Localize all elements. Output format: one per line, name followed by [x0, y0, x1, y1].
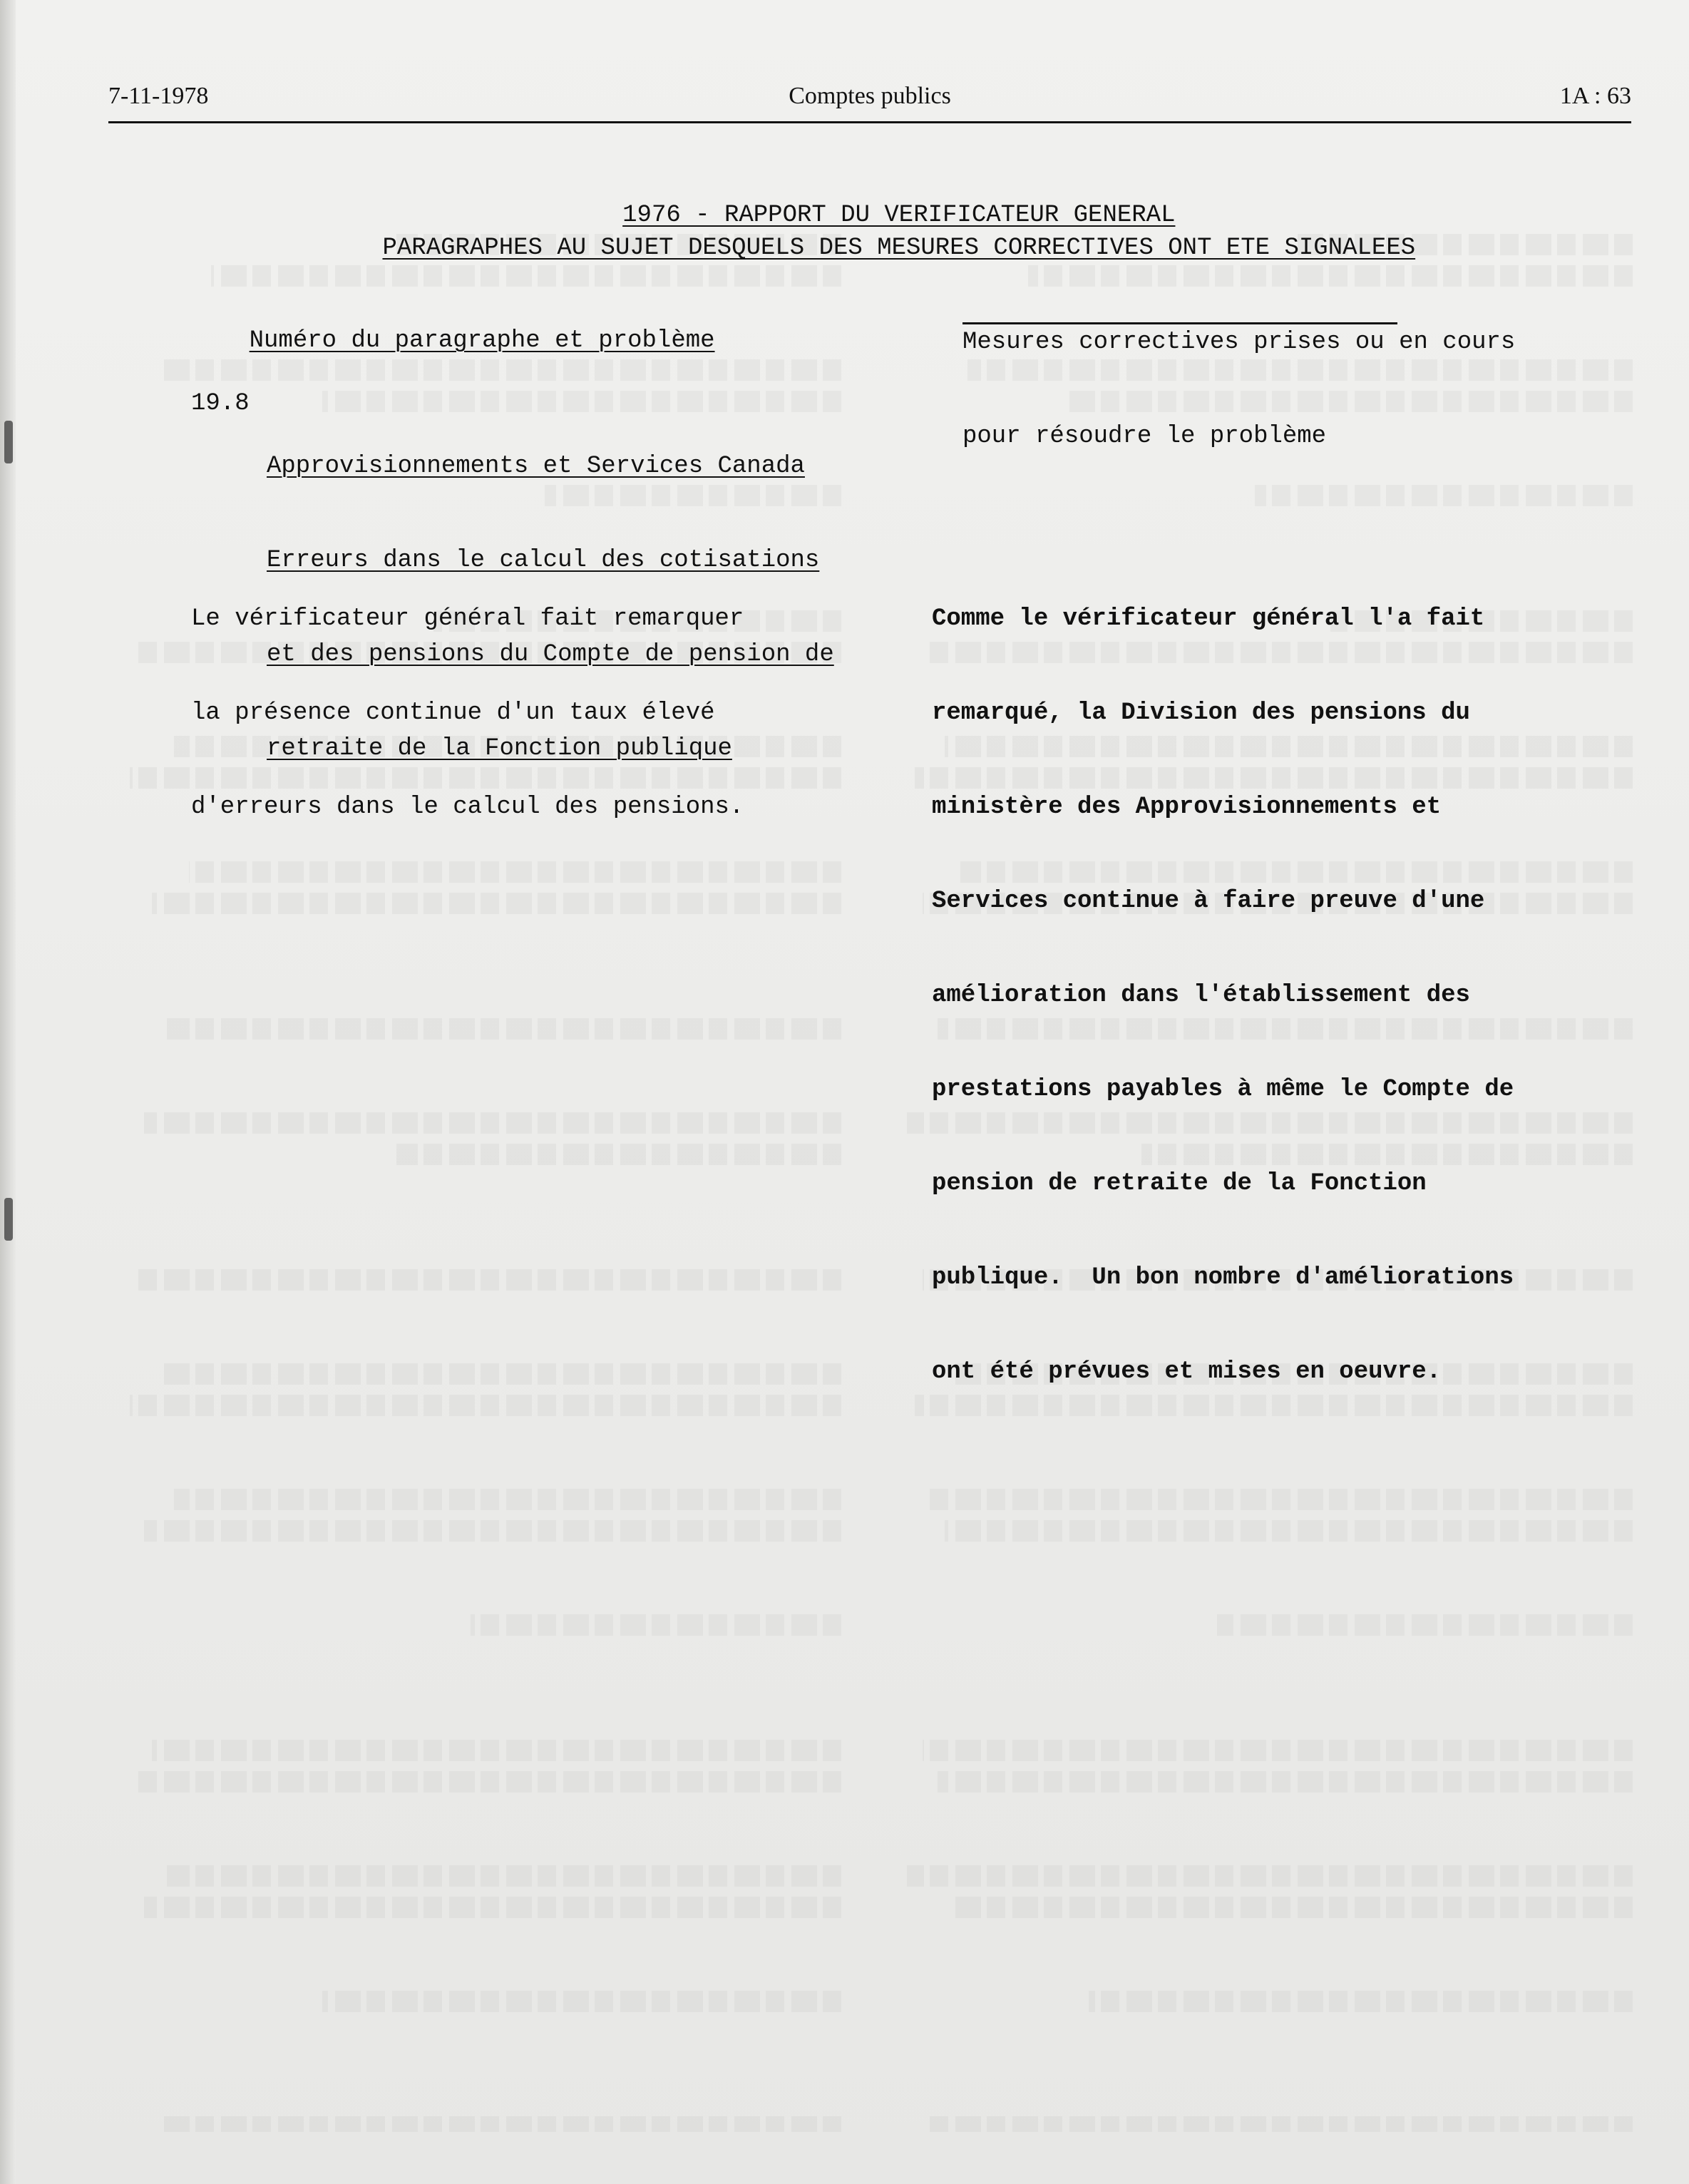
right-column-heading — [962, 264, 1515, 515]
paragraph-title-line: retraite de la Fonction publique — [267, 735, 732, 762]
action-line: Comme le vérificateur général l'a fait — [932, 605, 1485, 632]
action-line: publique. Un bon nombre d'améliorations — [932, 1264, 1514, 1291]
problem-line: d'erreurs dans le calcul des pensions. — [191, 794, 744, 821]
action-line: ministère des Approvisionnements et — [932, 794, 1442, 821]
corrective-action-text — [932, 540, 1514, 1450]
action-line: ont été prévues et mises en oeuvre. — [932, 1358, 1442, 1385]
right-heading-underline — [962, 322, 1397, 324]
binding-hole-mark — [4, 1198, 13, 1241]
header-page-number: 1A : 63 — [1559, 83, 1631, 109]
paragraph-title-line: Approvisionnements et Services Canada — [267, 453, 805, 480]
header-date: 7-11-1978 — [108, 83, 209, 109]
right-column-heading-line-1: Mesures correctives prises ou en cours — [962, 329, 1516, 356]
action-line: pension de retraite de la Fonction — [932, 1170, 1427, 1197]
action-line: prestations payables à même le Compte de — [932, 1076, 1514, 1103]
action-line: remarqué, la Division des pensions du — [932, 699, 1470, 727]
report-title-line-1: 1976 - RAPPORT DU VERIFICATEUR GENERAL — [622, 202, 1176, 229]
report-title-line-2: PARAGRAPHES AU SUJET DESQUELS DES MESURES CORRECTIVES ONT ETE SIGNALEES — [382, 235, 1416, 262]
action-line: Services continue à faire preuve d'une — [932, 888, 1485, 915]
binding-hole-mark — [4, 421, 13, 463]
problem-line: Le vérificateur général fait remarquer — [191, 605, 744, 632]
paragraph-title-line: Erreurs dans le calcul des cotisations — [267, 547, 820, 574]
left-column-heading-text: Numéro du paragraphe et problème — [249, 327, 715, 354]
scan-edge — [0, 0, 16, 2184]
header-publication: Comptes publics — [789, 83, 951, 109]
problem-text — [191, 540, 744, 886]
paragraph-title-line: et des pensions du Compte de pension de — [267, 641, 834, 668]
running-head — [108, 78, 1631, 123]
problem-line: la présence continue d'un taux élevé — [191, 699, 715, 727]
left-column-heading — [191, 294, 715, 388]
paragraph-number: 19.8 — [191, 390, 250, 417]
action-line: amélioration dans l'établissement des — [932, 982, 1470, 1009]
right-column-heading-line-2: pour résoudre le problème — [962, 423, 1327, 450]
